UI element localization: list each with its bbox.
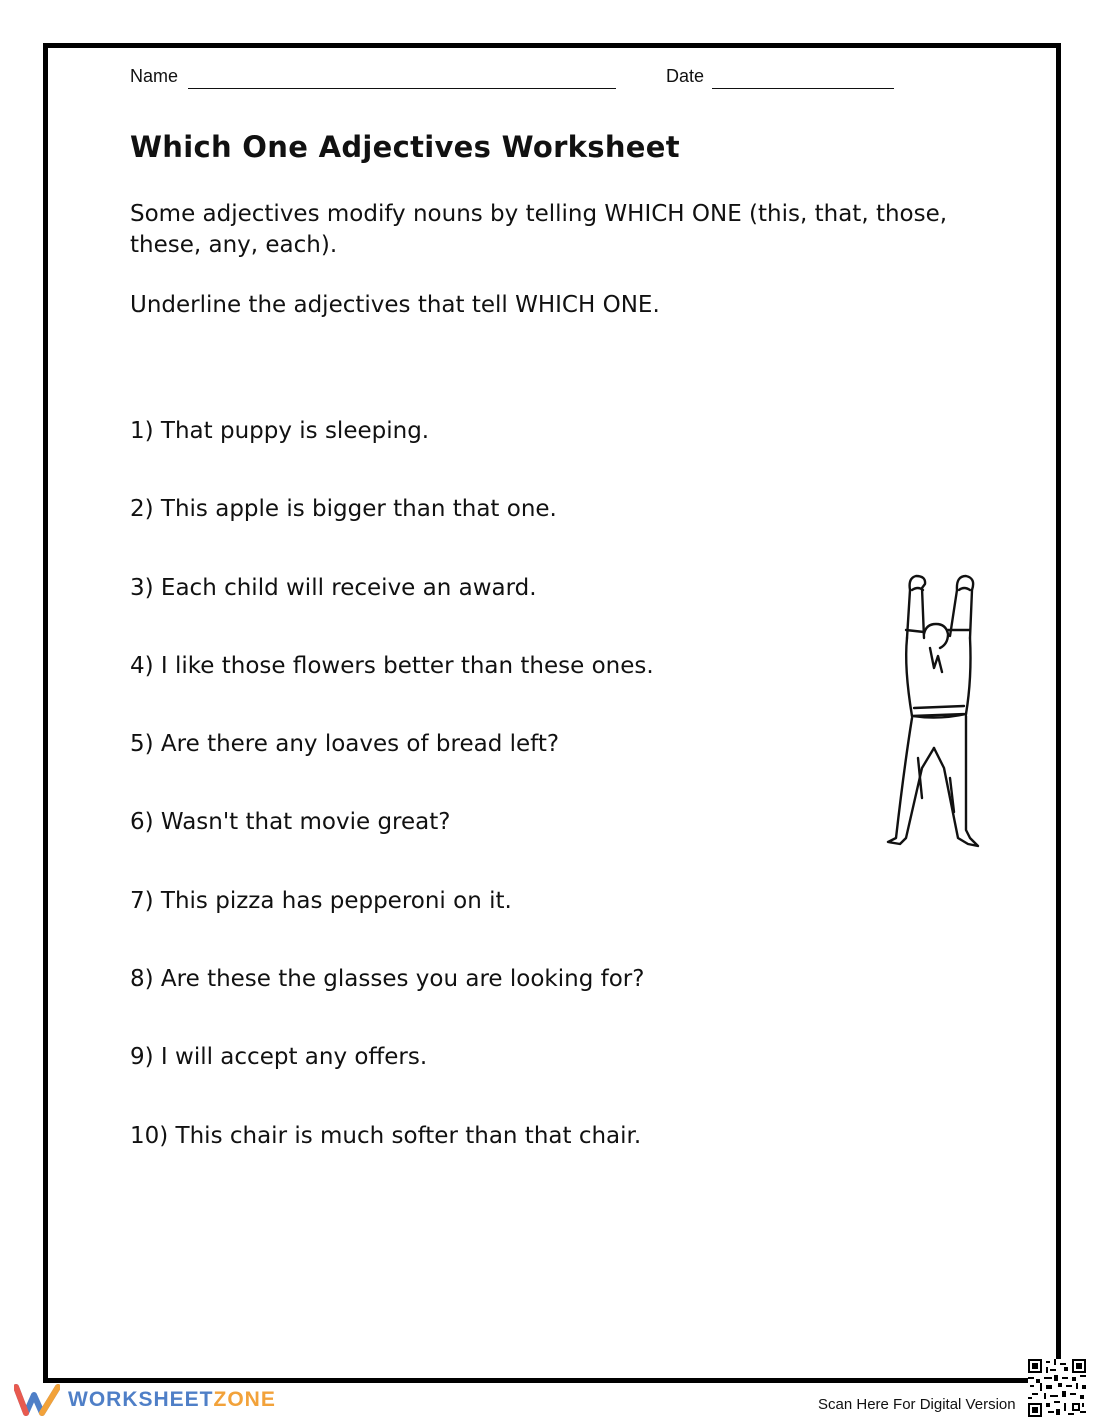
name-blank-line — [188, 88, 616, 89]
question-list — [130, 418, 654, 1201]
name-label: Name — [130, 66, 179, 86]
scan-caption: Scan Here For Digital Version — [818, 1396, 1016, 1413]
brand-name — [68, 1388, 276, 1412]
worksheet-title: Which One Adjectives Worksheet — [130, 130, 680, 164]
question-item: 3) Each child will receive an award. — [130, 574, 537, 601]
question-item: 8) Are these the glasses you are looking for? — [130, 966, 645, 993]
intro-text: Some adjectives modify nouns by telling WHICH ONE (this, that, those, these, any, each). — [130, 201, 948, 258]
qr-code-icon[interactable] — [1028, 1359, 1086, 1421]
worksheetzone-logo — [14, 1383, 276, 1417]
question-item: 7) This pizza has pepperoni on it. — [130, 887, 512, 914]
date-label: Date — [666, 66, 705, 86]
date-blank-line — [712, 88, 894, 89]
question-item: 4) I like those flowers better than these ones. — [130, 652, 654, 679]
brand-name-part1: WORKSHEET — [68, 1388, 214, 1411]
w-logo-icon — [14, 1383, 60, 1417]
question-item: 9) I will accept any offers. — [130, 1044, 428, 1071]
question-item: 5) Are there any loaves of bread left? — [130, 731, 560, 758]
question-item: 1) That puppy is sleeping. — [130, 418, 430, 444]
brand-name-part2: ZONE — [213, 1388, 276, 1411]
person-arms-raised-icon — [874, 568, 984, 862]
question-item: 6) Wasn't that movie great? — [130, 809, 451, 836]
instruction-text: Underline the adjectives that tell WHICH ONE. — [130, 292, 660, 318]
question-item: 2) This apple is bigger than that one. — [130, 496, 557, 523]
question-item: 10) This chair is much softer than that chair. — [130, 1122, 642, 1149]
